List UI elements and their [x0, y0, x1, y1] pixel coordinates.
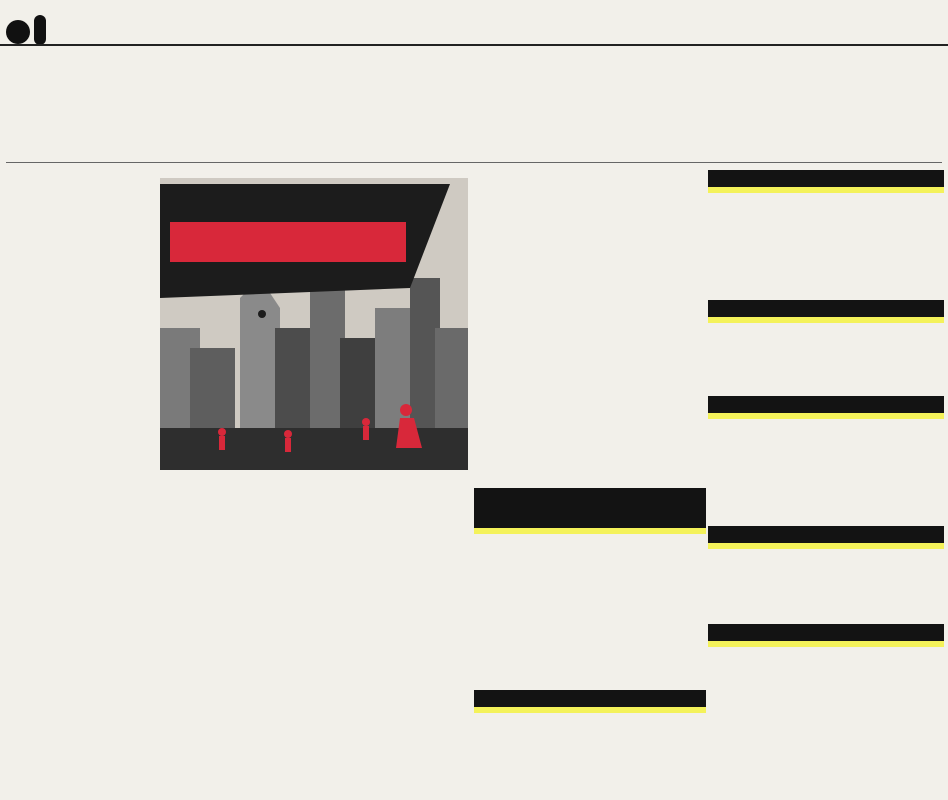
festival-poster: [160, 178, 468, 470]
event-domenica-13: [708, 300, 944, 323]
event-body: [474, 528, 706, 534]
event-day-label: [708, 300, 944, 317]
event-mercoledi-16: [708, 396, 944, 419]
event-sabato-12: [708, 170, 944, 193]
event-body: [708, 317, 944, 323]
headline-rule: [6, 162, 942, 163]
event-body: [708, 187, 944, 193]
event-body: [474, 707, 706, 713]
event-giovedi-10: [474, 528, 706, 534]
event-venerdi-18: [708, 624, 944, 647]
event-venerdi-11: [474, 690, 706, 713]
event-day-label: [474, 690, 706, 707]
event-day-label: [708, 396, 944, 413]
event-day-label: [708, 624, 944, 641]
page-number: [6, 20, 30, 44]
event-day-label: [708, 526, 944, 543]
masthead-rule: [0, 44, 948, 46]
event-day-label: [708, 170, 944, 187]
event-body: [708, 413, 944, 419]
event-giovedi-17: [708, 526, 944, 549]
poster-artwork: [160, 178, 468, 470]
programma-header: [474, 488, 706, 528]
event-body: [708, 543, 944, 549]
post-logo: [34, 15, 46, 45]
event-body: [708, 641, 944, 647]
masthead: [0, 0, 948, 44]
